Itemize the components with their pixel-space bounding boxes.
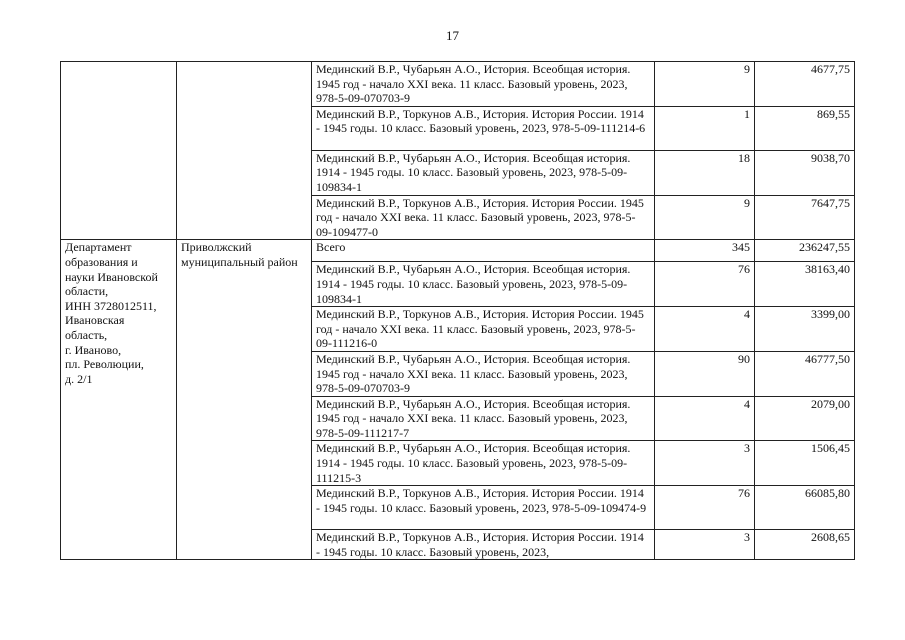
qty-cell: 9 — [655, 62, 755, 107]
district-cell — [177, 240, 312, 560]
sum-cell: 2079,00 — [755, 396, 855, 441]
org-line: науки Ивановской — [65, 269, 158, 284]
book-cell: Мединский В.Р., Торкунов А.В., История. История России. 1945 год - начало XXI века. 11 класс. Базовый уровень, 2023, 978-5-09-109477-0 — [312, 195, 655, 240]
total-row — [61, 240, 855, 262]
org-cell — [61, 240, 177, 560]
org-line: Ивановская — [65, 313, 125, 328]
book-cell: Мединский В.Р., Торкунов А.В., История. История России. 1914 - 1945 годы. 10 класс. Базовый уровень, 2023, 978-5-09-109474-9 — [312, 486, 655, 530]
qty-cell: 76 — [655, 486, 755, 530]
table-row — [61, 62, 855, 107]
qty-cell: 3 — [655, 530, 755, 560]
book-cell: Мединский В.Р., Чубарьян А.О., История. Всеобщая история. 1945 год - начало XXI века. 11 класс. Базовый уровень, 2023, 978-5-09-111217-7 — [312, 396, 655, 441]
org-line: д. 2/1 — [65, 371, 93, 386]
book-cell: Мединский В.Р., Чубарьян А.О., История. Всеобщая история. 1945 год - начало XXI века. 11 класс. Базовый уровень, 2023, 978-5-09-070703-9 — [312, 62, 655, 107]
qty-cell: 76 — [655, 262, 755, 307]
org-cell-empty — [61, 62, 177, 240]
total-sum-cell: 236247,55 — [755, 240, 855, 262]
textbook-distribution-table — [60, 61, 855, 560]
book-cell: Мединский В.Р., Торкунов А.В., История. История России. 1914 - 1945 годы. 10 класс. Базовый уровень, 2023, 978-5-09-111214-6 — [312, 106, 655, 150]
district-line: Приволжский — [181, 240, 252, 255]
sum-cell: 66085,80 — [755, 486, 855, 530]
sum-cell: 4677,75 — [755, 62, 855, 107]
sum-cell: 869,55 — [755, 106, 855, 150]
sum-cell: 3399,00 — [755, 307, 855, 352]
total-qty-cell: 345 — [655, 240, 755, 262]
org-line: Департамент — [65, 240, 132, 255]
district-cell-empty — [177, 62, 312, 240]
book-cell: Мединский В.Р., Чубарьян А.О., История. Всеобщая история. 1914 - 1945 годы. 10 класс. Базовый уровень, 2023, 978-5-09-111215-3 — [312, 441, 655, 486]
district-line: муниципальный район — [181, 254, 298, 269]
book-cell: Мединский В.Р., Торкунов А.В., История. История России. 1914 - 1945 годы. 10 класс. Базовый уровень, 2023, — [312, 530, 655, 560]
org-line: ИНН 3728012511, — [65, 298, 157, 313]
qty-cell: 18 — [655, 150, 755, 195]
org-line: образования и — [65, 254, 138, 269]
total-label-cell: Всего — [312, 240, 655, 262]
sum-cell: 46777,50 — [755, 351, 855, 396]
sum-cell: 1506,45 — [755, 441, 855, 486]
book-cell: Мединский В.Р., Торкунов А.В., История. История России. 1945 год - начало XXI века. 11 класс. Базовый уровень, 2023, 978-5-09-111216-0 — [312, 307, 655, 352]
org-line: области, — [65, 284, 109, 299]
sum-cell: 9038,70 — [755, 150, 855, 195]
book-cell: Мединский В.Р., Чубарьян А.О., История. Всеобщая история. 1914 - 1945 годы. 10 класс. Базовый уровень, 2023, 978-5-09-109834-1 — [312, 150, 655, 195]
qty-cell: 9 — [655, 195, 755, 240]
qty-cell: 1 — [655, 106, 755, 150]
org-line: область, — [65, 327, 108, 342]
org-line: пл. Революции, — [65, 357, 144, 372]
org-line: г. Иваново, — [65, 342, 122, 357]
book-cell: Мединский В.Р., Чубарьян А.О., История. Всеобщая история. 1914 - 1945 годы. 10 класс. Базовый уровень, 2023, 978-5-09-109834-1 — [312, 262, 655, 307]
sum-cell: 7647,75 — [755, 195, 855, 240]
sum-cell: 38163,40 — [755, 262, 855, 307]
qty-cell: 3 — [655, 441, 755, 486]
sum-cell: 2608,65 — [755, 530, 855, 560]
qty-cell: 4 — [655, 396, 755, 441]
qty-cell: 90 — [655, 351, 755, 396]
book-cell: Мединский В.Р., Чубарьян А.О., История. Всеобщая история. 1945 год - начало XXI века. 11 класс. Базовый уровень, 2023, 978-5-09-070703-9 — [312, 351, 655, 396]
qty-cell: 4 — [655, 307, 755, 352]
page-number: 17 — [446, 28, 459, 43]
